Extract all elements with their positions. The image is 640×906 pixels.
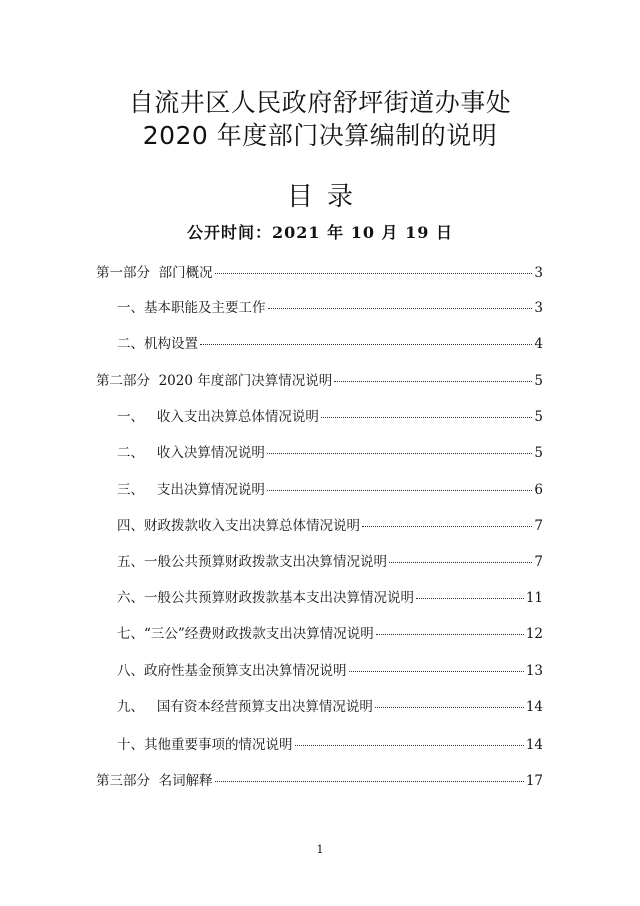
toc-entry[interactable] <box>96 261 543 281</box>
toc-entry[interactable] <box>117 695 543 715</box>
toc-leader-dots <box>267 490 533 491</box>
toc-entry-label: 第二部分 2020 年度部门决算情况说明 <box>96 373 333 389</box>
toc-leader-dots <box>376 634 524 635</box>
toc-heading: 目录 <box>286 182 367 212</box>
toc-entry[interactable] <box>117 441 543 461</box>
toc-entry-page: 5 <box>534 373 543 389</box>
toc-leader-dots <box>267 453 533 454</box>
toc-entry[interactable] <box>117 659 543 679</box>
toc-leader-dots <box>334 381 532 382</box>
toc-entry-page: 5 <box>534 409 543 425</box>
toc-entry-label: 第一部分 部门概况 <box>96 265 213 281</box>
toc-leader-dots <box>215 781 524 782</box>
toc-entry[interactable] <box>96 369 543 389</box>
toc-entry-page: 4 <box>534 336 543 352</box>
toc-entry[interactable] <box>117 586 543 606</box>
publish-date: 公开时间：2021 年 10 月 19 日 <box>187 223 453 242</box>
toc-leader-dots <box>321 417 533 418</box>
toc-entry-page: 7 <box>534 518 543 534</box>
toc-entry-label: 十、其他重要事项的情况说明 <box>117 737 293 753</box>
toc-entry-label: 五、一般公共预算财政拨款支出决算情况说明 <box>117 554 387 570</box>
toc-entry-page: 3 <box>534 300 543 316</box>
toc-entry-page: 12 <box>525 626 543 642</box>
toc-entry[interactable] <box>117 550 543 570</box>
toc-entry[interactable] <box>117 332 543 352</box>
toc-entry-label: 一、基本职能及主要工作 <box>117 300 266 316</box>
toc-entry[interactable] <box>117 405 543 425</box>
document-title-line2: 2020 年度部门决算编制的说明 <box>142 121 498 150</box>
toc-leader-dots <box>416 598 524 599</box>
toc-entry[interactable] <box>117 733 543 753</box>
toc-entry-page: 14 <box>525 737 543 753</box>
toc-leader-dots <box>389 562 532 563</box>
toc-leader-dots <box>349 671 524 672</box>
toc-entry-label: 一、 收入支出决算总体情况说明 <box>117 409 319 425</box>
toc-entry-label: 二、机构设置 <box>117 336 198 352</box>
toc-entry-label: 八、政府性基金预算支出决算情况说明 <box>117 663 347 679</box>
toc-entry-label: 七、“三公”经费财政拨款支出决算情况说明 <box>117 626 374 642</box>
toc-entry-label: 二、 收入决算情况说明 <box>117 445 265 461</box>
toc-entry[interactable] <box>96 769 543 789</box>
toc-entry[interactable] <box>117 622 543 642</box>
toc-leader-dots <box>362 526 532 527</box>
toc-leader-dots <box>215 273 533 274</box>
toc-entry-page: 5 <box>534 445 543 461</box>
toc-entry[interactable] <box>117 514 543 534</box>
toc-leader-dots <box>375 707 524 708</box>
toc-leader-dots <box>268 308 533 309</box>
toc-entry-label: 四、财政拨款收入支出决算总体情况说明 <box>117 518 360 534</box>
toc-entry-page: 14 <box>525 699 543 715</box>
toc-entry-page: 17 <box>525 773 543 789</box>
toc-entry-page: 3 <box>534 265 543 281</box>
toc-entry[interactable] <box>117 296 543 316</box>
page-number: 1 <box>316 843 324 856</box>
toc-entry-label: 六、一般公共预算财政拨款基本支出决算情况说明 <box>117 590 414 606</box>
toc-entry-page: 11 <box>525 590 543 606</box>
toc-entry-page: 6 <box>534 482 543 498</box>
toc-entry-label: 九、 国有资本经营预算支出决算情况说明 <box>117 699 373 715</box>
toc-entry-label: 第三部分 名词解释 <box>96 773 213 789</box>
toc-leader-dots <box>295 745 524 746</box>
document-title-line1: 自流井区人民政府舒坪街道办事处 <box>128 88 512 117</box>
toc-entry-page: 13 <box>525 663 543 679</box>
toc-entry-page: 7 <box>534 554 543 570</box>
toc-entry-label: 三、 支出决算情况说明 <box>117 482 265 498</box>
toc-entry[interactable] <box>117 478 543 498</box>
toc-leader-dots <box>200 344 532 345</box>
